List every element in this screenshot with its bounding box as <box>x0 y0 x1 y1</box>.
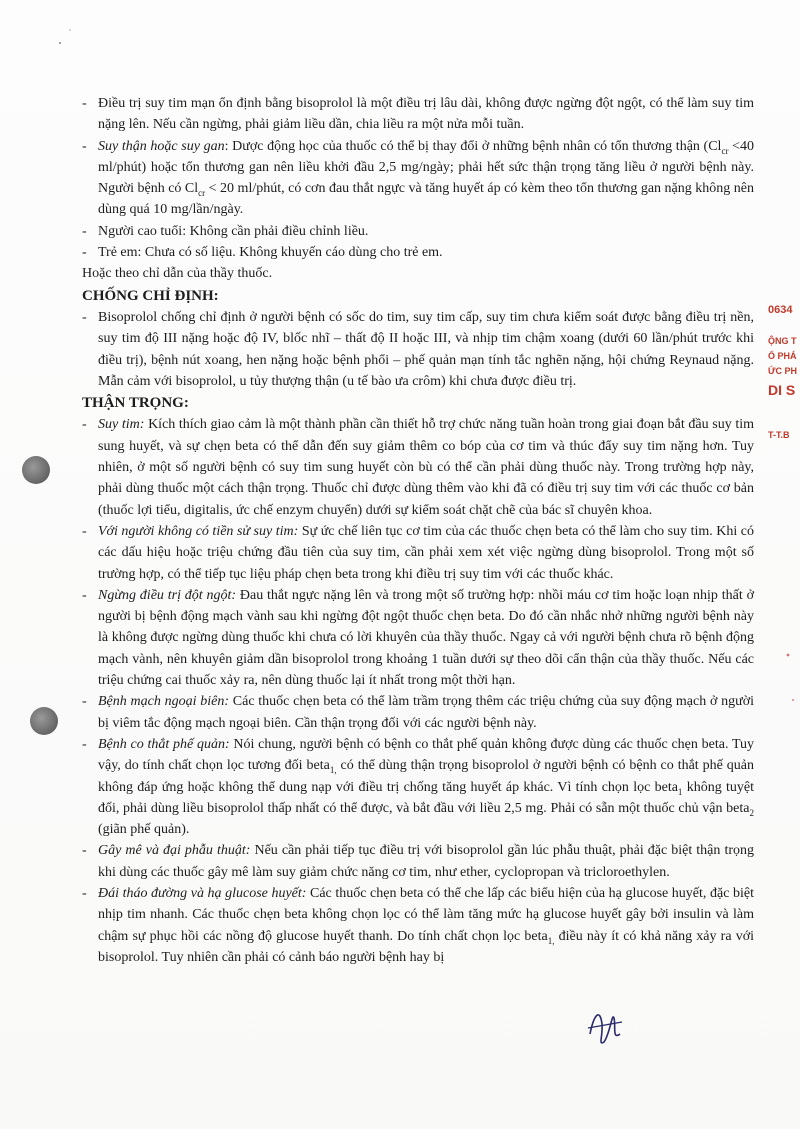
subscript: 2 <box>749 807 754 818</box>
item-text: <40 ml/phút) hoặc tổn thương gan nên liều khởi đầu 2,5 mg/ngày; phải hết sức thận trọng tăng liều ở người bệnh này. Người bệnh có Cl <box>98 138 754 197</box>
item-text: : Dược động học của thuốc có thể bị thay đổi ở những bệnh nhân có tổn thương thận (Cl <box>224 138 722 154</box>
item-text: Đau thắt ngực nặng lên và trong một số trường hợp: nhồi máu cơ tim hoặc loạn nhịp thất ở người bị bệnh động mạch vành sau khi ngừng đột ngột thuốc chẹn beta. Do đó cần nhắc nhở những người bệnh này là không được ngừng dùng thuốc khi chưa có lời khuyên của thầy thuốc. Ngay cả với người bệnh chưa rõ bệnh động mạch vành, nên khuyên giảm dần bisoprolol trong khoảng 1 tuần dưới sự theo dõi cẩn thận của thầy thuốc. Nếu các triệu chứng cai thuốc xảy ra, nên dùng thuốc lại ít nhất trong một thời hạn. <box>98 587 754 689</box>
bullet-dash: - <box>82 417 87 433</box>
bullet-dash: - <box>82 885 87 901</box>
bullet-dash: - <box>82 245 87 261</box>
punch-hole-top <box>22 456 50 484</box>
item-lead: Suy thận hoặc suy gan <box>98 138 225 154</box>
bullet-dash: - <box>82 587 87 603</box>
stamp-line: 0634 <box>768 304 793 316</box>
item-lead: Ngừng điều trị đột ngột: <box>98 587 237 603</box>
list-item <box>82 521 754 585</box>
stamp-line: T-T.B <box>768 430 790 440</box>
list-item <box>82 734 754 840</box>
subscript: 1, <box>547 935 555 946</box>
red-stamp <box>764 296 800 466</box>
subscript: 1, <box>329 765 337 775</box>
item-text: < 20 ml/phút, có cơn đau thắt ngực và tăng huyết áp có kèm theo tổn thương gan nặng không nên dùng quá 10 mg/lần/ngày. <box>98 181 754 218</box>
item-text: Nói chung, người bệnh có bệnh co thắt phế quản không được dùng các thuốc chẹn beta. Tuy vậy, do tính chất chọn lọc tương đối beta <box>98 736 755 774</box>
item-lead: Bệnh mạch ngoại biên: <box>98 694 230 710</box>
item-text: Nếu cần phải tiếp tục điều trị với bisoprolol gần lúc phẫu thuật, phải đặc biệt thận trọng khi dùng các thuốc gây mê làm suy giảm chức năng cơ tim, như ether, cyclopropan và tricloroethylen. <box>98 843 754 880</box>
list-item <box>82 840 754 883</box>
subscript: cr <box>198 187 206 198</box>
item-lead: Đái tháo đường và hạ glucose huyết: <box>98 885 307 901</box>
item-lead: Gây mê và đại phẫu thuật: <box>98 843 251 859</box>
bullet-dash: - <box>82 694 87 710</box>
item-lead: Suy tim: <box>98 417 145 433</box>
list-item <box>82 242 754 263</box>
bullet-dash: - <box>82 523 87 539</box>
item-text: không tuyệt đối, phải dùng liều bisoprolol thấp nhất có thể được, và bắt đầu với liều 2,5 mg. Phải có sẵn một thuốc chủ vận beta <box>98 779 754 816</box>
item-text: Sự ức chế liên tục cơ tim của các thuốc chẹn beta có thể làm cho suy tim. Khi có các dấu hiệu hoặc triệu chứng đầu tiên của suy tim, cần phải xem xét việc ngừng dùng bisoprolol. Trong một số trường hợp, có thể tiếp tục liệu pháp chẹn beta trong khi điều trị suy tim với các thuốc khác. <box>98 523 754 582</box>
item-text: Các thuốc chẹn beta có thể che lấp các biểu hiện của hạ glucose huyết, đặc biệt nhịp tim nhanh. Các thuốc chẹn beta không chọn lọc có thể làm tăng mức hạ glucose huyết gây bởi insulin và làm chậm sự phục hồi các nồng độ glucose huyết thanh. Do tính chất chọn lọc beta <box>98 885 754 944</box>
bullet-dash: - <box>82 736 87 752</box>
item-lead: Bệnh co thắt phế quản: <box>98 736 230 752</box>
bullet-dash: - <box>82 138 87 154</box>
item-text: (giãn phế quản). <box>98 822 190 838</box>
item-text: Các thuốc chẹn beta có thể làm trầm trọng thêm các triệu chứng của suy động mạch ở người bị viêm tắc động mạch ngoại biên. Cần thận trọng đối với các người bệnh này. <box>98 694 755 731</box>
section-heading-precautions: THẬN TRỌNG: <box>82 395 189 412</box>
item-text: Người cao tuổi: Không cần phải điều chỉnh liều. <box>98 223 369 239</box>
item-lead: Với người không có tiền sử suy tim: <box>98 523 299 539</box>
item-text: Điều trị suy tim mạn ổn định bằng bisoprolol là một điều trị lâu dài, không được ngừng đột ngột, có thể làm suy tim nặng lên. Nếu cần ngừng, phải giảm liều dần, chia liều ra một nửa mỗi tuần. <box>98 96 754 133</box>
stamp-line: DI S <box>768 382 796 398</box>
stamp-line: Ổ PHÁ <box>768 351 797 361</box>
list-item <box>82 136 754 221</box>
stamp-line: ỘNG T <box>768 336 797 346</box>
list-item <box>82 883 754 968</box>
item-text: Bisoprolol chống chỉ định ở người bệnh có sốc do tim, suy tim cấp, suy tim chưa kiểm soát được bằng điều trị nền, suy tim độ III nặng hoặc độ IV, blốc nhĩ – thất độ II hoặc III, và nhịp tim chậm xoang (dưới 60 lần/phút trước khi điều trị), bệnh nút xoang, hen nặng hoặc bệnh phổi – phế quản mạn tính tắc nghẽn nặng, hội chứng Reynaud nặng. Mẫn cảm với bisoprolol, u tủy thượng thận (u tế bào ưa crôm) khi chưa được điều trị. <box>98 309 754 389</box>
item-text: điều này ít có khả năng xảy ra với bisoprolol. Tuy nhiên cần phải có cảnh báo người bệnh hay bị <box>98 928 754 965</box>
list-item <box>82 691 754 734</box>
document-body <box>82 93 754 968</box>
bullet-dash: - <box>82 96 87 111</box>
list-item <box>82 221 754 242</box>
item-text: Kích thích giao cảm là một thành phần cần thiết hỗ trợ chức năng tuần hoàn trong giai đoạn bắt đầu suy tim sung huyết, và sự chẹn beta có thể dẫn đến suy giảm thêm co bóp của cơ tim và thúc đẩy suy tim nặng hơn. Tuy nhiên, ở một số người bệnh có suy tim sung huyết còn bù có thể cần phải dùng thuốc này. Trong trường hợp này, phải dùng thuốc một cách thận trọng. Thuốc chỉ được dùng thêm vào khi đã có điều trị suy tim với các thuốc cơ bản (thuốc lợi tiểu, digitalis, ức chế enzym chuyển) dưới sự kiểm soát chặt chẽ của bác sĩ chuyên khoa. <box>98 417 755 518</box>
item-text: Trẻ em: Chưa có số liệu. Không khuyến cáo dùng cho trẻ em. <box>98 245 443 261</box>
section-heading-contraindications: CHỐNG CHỈ ĐỊNH: <box>82 287 219 304</box>
bullet-dash: - <box>82 843 87 859</box>
list-item <box>82 414 754 520</box>
subscript: 1 <box>677 786 683 797</box>
bullet-dash: - <box>82 309 87 325</box>
dosage-note: Hoặc theo chỉ dẫn của thầy thuốc. <box>82 266 273 282</box>
bullet-dash: - <box>82 223 87 239</box>
list-item <box>82 585 754 691</box>
stamp-line: ỨC PH <box>768 366 797 376</box>
list-item <box>82 307 754 392</box>
handwritten-signature <box>586 1004 626 1050</box>
list-item <box>82 93 754 136</box>
item-text: có thể dùng thận trọng bisoprolol ở người bệnh có bệnh co thắt phế quản không đáp ứng hoặc không thể dung nạp với điều trị chống tăng huyết áp khác. Vì tính chọn lọc beta <box>98 758 755 795</box>
subscript: cr <box>721 145 729 156</box>
punch-hole-bottom <box>30 707 58 735</box>
